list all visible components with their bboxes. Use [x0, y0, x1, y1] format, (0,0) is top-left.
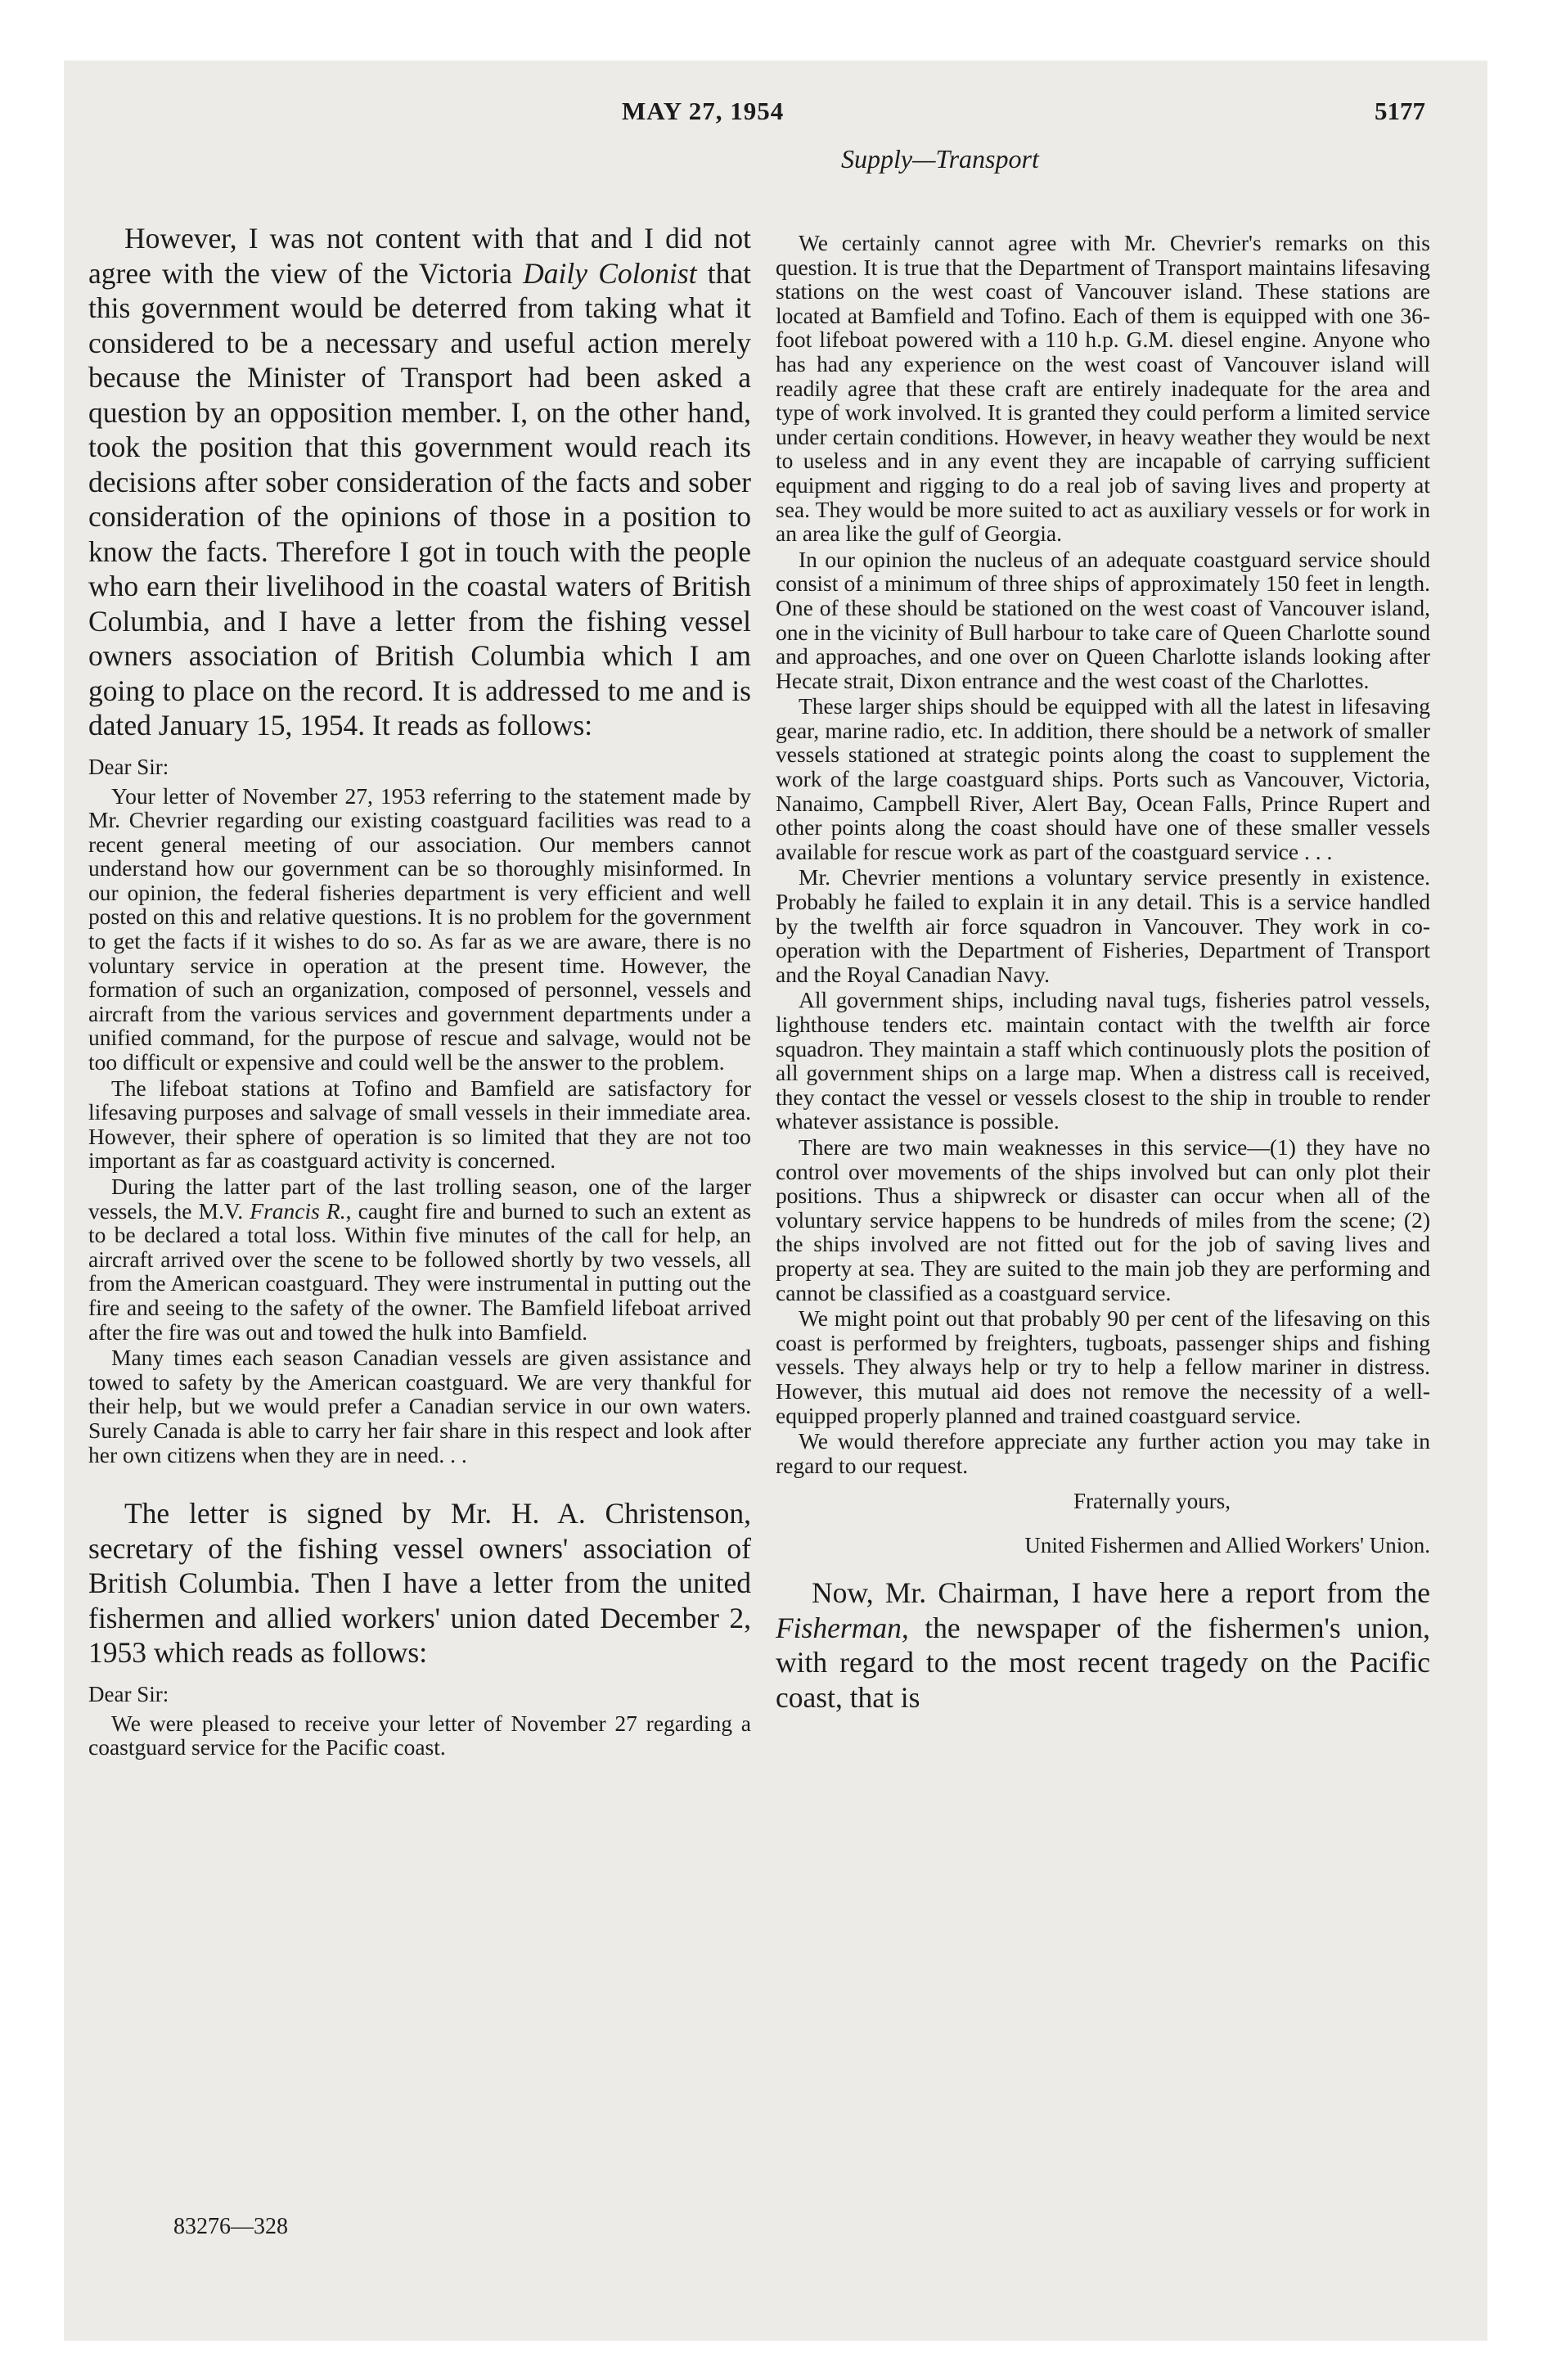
salutation-2: Dear Sir:: [88, 1681, 169, 1706]
letter-1-paragraph-2: The lifeboat stations at Tofino and Bamfield are satisfactory for lifesaving purposes and salvage of small vessels in their immediate area. However, their sphere of operation is so limited that they are not too important as far as coastguard activity is concerned.: [88, 1075, 751, 1174]
speech-1-rest: that this government would be deterred from taking what it considered to be a necessary and useful action merely because the Minister of Transport had been asked a question by an opposition member. I, on the other hand, took the position that this government would reach its decisions after sober consideration of the facts and sober consideration of the opinions of those in a position to know the facts. Therefore I got in touch with the people who earn their livelihood in the coastal waters of British Columbia, and I have a letter from the fishing vessel owners association of British Columbia which I am going to place on the record. It is addressed to me and is dated January 15, 1954. It reads as follows:: [88, 256, 752, 741]
right-paragraph-6: There are two main weaknesses in this service—(1) they have no control over movements of the ships involved but can only plot their positions. Thus a shipwreck or disaster can occur when all of the voluntary service happens to be hundreds of miles from the scene; (2) the ships involved are not fitted out for the job of saving lives and property at sea. They are suited to the main job they are performing and cannot be classified as a coastguard service.: [776, 1134, 1430, 1305]
speech-3-b: the newspaper of the fishermen's union, with regard to the most recent tragedy on the Pacific coast, that is: [776, 1611, 1430, 1714]
right-paragraph-1: We certainly cannot agree with Mr. Chevrier's remarks on this question. It is true that the Department of Transport maintains lifesaving stations on the west coast of Vancouver island. These stations are located at Bamfield and Tofino. Each of them is equipped with one 36-foot lifeboat powered with a 110 h.p. G.M. diesel engine. Anyone who has had any experience on the west coast of Vancouver island will readily agree that these craft are entirely inadequate for the area and type of work involved. It is granted they could perform a limited service under certain conditions. However, in heavy weather they would be next to useless and in any event they are incapable of carrying sufficient equipment and rigging to do a real job of saving lives and property at sea. They would be more suited to act as auxiliary vessels or for work in an area like the gulf of Georgia.: [776, 230, 1430, 547]
letter-union-continued: [776, 231, 1430, 1477]
right-paragraph-7: We might point out that probably 90 per cent of the lifesaving on this coast is performed by freighters, tugboats, passenger ships and fishing vessels. They always help or try to help a fellow mariner in distress. However, this mutual aid does not remove the necessity of a well-equipped properly planned and trained coastguard service.: [776, 1305, 1430, 1428]
header-date: MAY 27, 1954: [622, 97, 785, 125]
right-paragraph-2: In our opinion the nucleus of an adequate coastguard service should consist of a minimum of three ships of approximately 150 feet in length. One of these should be stationed on the west coast of Vancouver island, one in the vicinity of Bull harbour to take care of Queen Charlotte sound and approaches, and one over on Queen Charlotte islands looking after Hecate strait, Dixon entrance and the west coast of the Charlottes.: [776, 546, 1430, 693]
letter-1-paragraph-4: Many times each season Canadian vessels are given assistance and towed to safety by the American coastguard. We are very thankful for their help, but we would prefer a Canadian service in our own waters. Surely Canada is able to carry her fair share in this respect and look after her own citizens when they are in need. . .: [88, 1345, 751, 1467]
letter-1-p3-a: During the latter part of the last trolling season, one of the larger vessels, the M.V.: [88, 1174, 751, 1224]
newspaper-title: Fisherman,: [776, 1611, 909, 1644]
header-subject: Supply—Transport: [841, 144, 1039, 174]
right-column: [776, 231, 1430, 1715]
speech-paragraph-3: [776, 1575, 1430, 1715]
newspaper-name: Daily Colonist: [523, 256, 697, 290]
letter-1-p3-b: , caught fire and burned to such an extent as to be declared a total loss. Within five minutes of the call for help, an aircraft arrived over the scene to be followed shortly by two vessels, all from the American coastguard. They were instrumental in putting out the fire and seeing to the safety of the owner. The Bamfield lifeboat arrived after the fire was out and towed the hulk into Bamfield.: [88, 1197, 751, 1345]
salutation-1: Dear Sir:: [88, 754, 169, 779]
letter-1-paragraph-3: [88, 1174, 751, 1344]
page-number: 5177: [1375, 97, 1425, 125]
letter-union-start: [88, 1711, 751, 1760]
speech-1-text: However, I was not content with that and I did not agree with the view of the Victoria: [88, 222, 751, 290]
left-column: [88, 221, 751, 1761]
vessel-name: Francis R.: [250, 1197, 346, 1224]
speech-paragraph-2: The letter is signed by Mr. H. A. Christenson, secretary of the fishing vessel owners' association of British Columbia. Then I have a letter from the united fishermen and allied workers' union dated December 2, 1953 which reads as follows:: [88, 1497, 751, 1670]
closing: Fraternally yours,: [1073, 1489, 1231, 1514]
footer-code: 83276—328: [173, 2214, 288, 2239]
letter-2-paragraph-1: We were pleased to receive your letter of November 27 regarding a coastguard service for the Pacific coast.: [88, 1710, 751, 1760]
letter-fishing-vessel-owners: [88, 784, 751, 1467]
signature: United Fishermen and Allied Workers' Union.: [1024, 1533, 1430, 1558]
right-paragraph-5: All government ships, including naval tugs, fisheries patrol vessels, lighthouse tenders etc. maintain contact with the twelfth air force squadron. They maintain a staff which continuously plots the position of all government ships on a large map. When a distress call is received, they contact the vessel or vessels closest to the ship in trouble to render whatever assistance is possible.: [776, 987, 1430, 1134]
right-paragraph-8: We would therefore appreciate any further action you may take in regard to our request.: [776, 1428, 1430, 1478]
letter-1-paragraph-1: Your letter of November 27, 1953 referring to the statement made by Mr. Chevrier regarding our existing coastguard facilities was read to a recent general meeting of our association. Our members cannot understand how our government can be so thoroughly misinformed. In our opinion, the federal fisheries department is very efficient and well posted on this and relative questions. It is no problem for the government to get the facts if it wishes to do so. As far as we are aware, there is no voluntary service in operation at the present time. However, the formation of such an organization, composed of personnel, vessels and aircraft from the various services and government departments under a unified command, for the purpose of rescue and salvage, would not be too difficult or expensive and could well be the answer to the problem.: [88, 782, 751, 1075]
right-paragraph-4: Mr. Chevrier mentions a voluntary service presently in existence. Probably he failed to explain it in any detail. This is a service handled by the twelfth air force squadron in Vancouver. They work in co-operation with the Department of Fisheries, Department of Transport and the Royal Canadian Navy.: [776, 864, 1430, 987]
speech-paragraph-1: [88, 221, 751, 743]
speech-3-a: Now, Mr. Chairman, I have here a report from the: [812, 1576, 1430, 1610]
right-paragraph-3: These larger ships should be equipped with all the latest in lifesaving gear, marine radio, etc. In addition, there should be a network of smaller vessels stationed at strategic points along the coast to supplement the work of the large coastguard ships. Ports such as Vancouver, Victoria, Nanaimo, Campbell River, Alert Bay, Ocean Falls, Prince Rupert and other points along the coast should have one of these smaller vessels available for rescue work as part of the coastguard service . . .: [776, 693, 1430, 864]
